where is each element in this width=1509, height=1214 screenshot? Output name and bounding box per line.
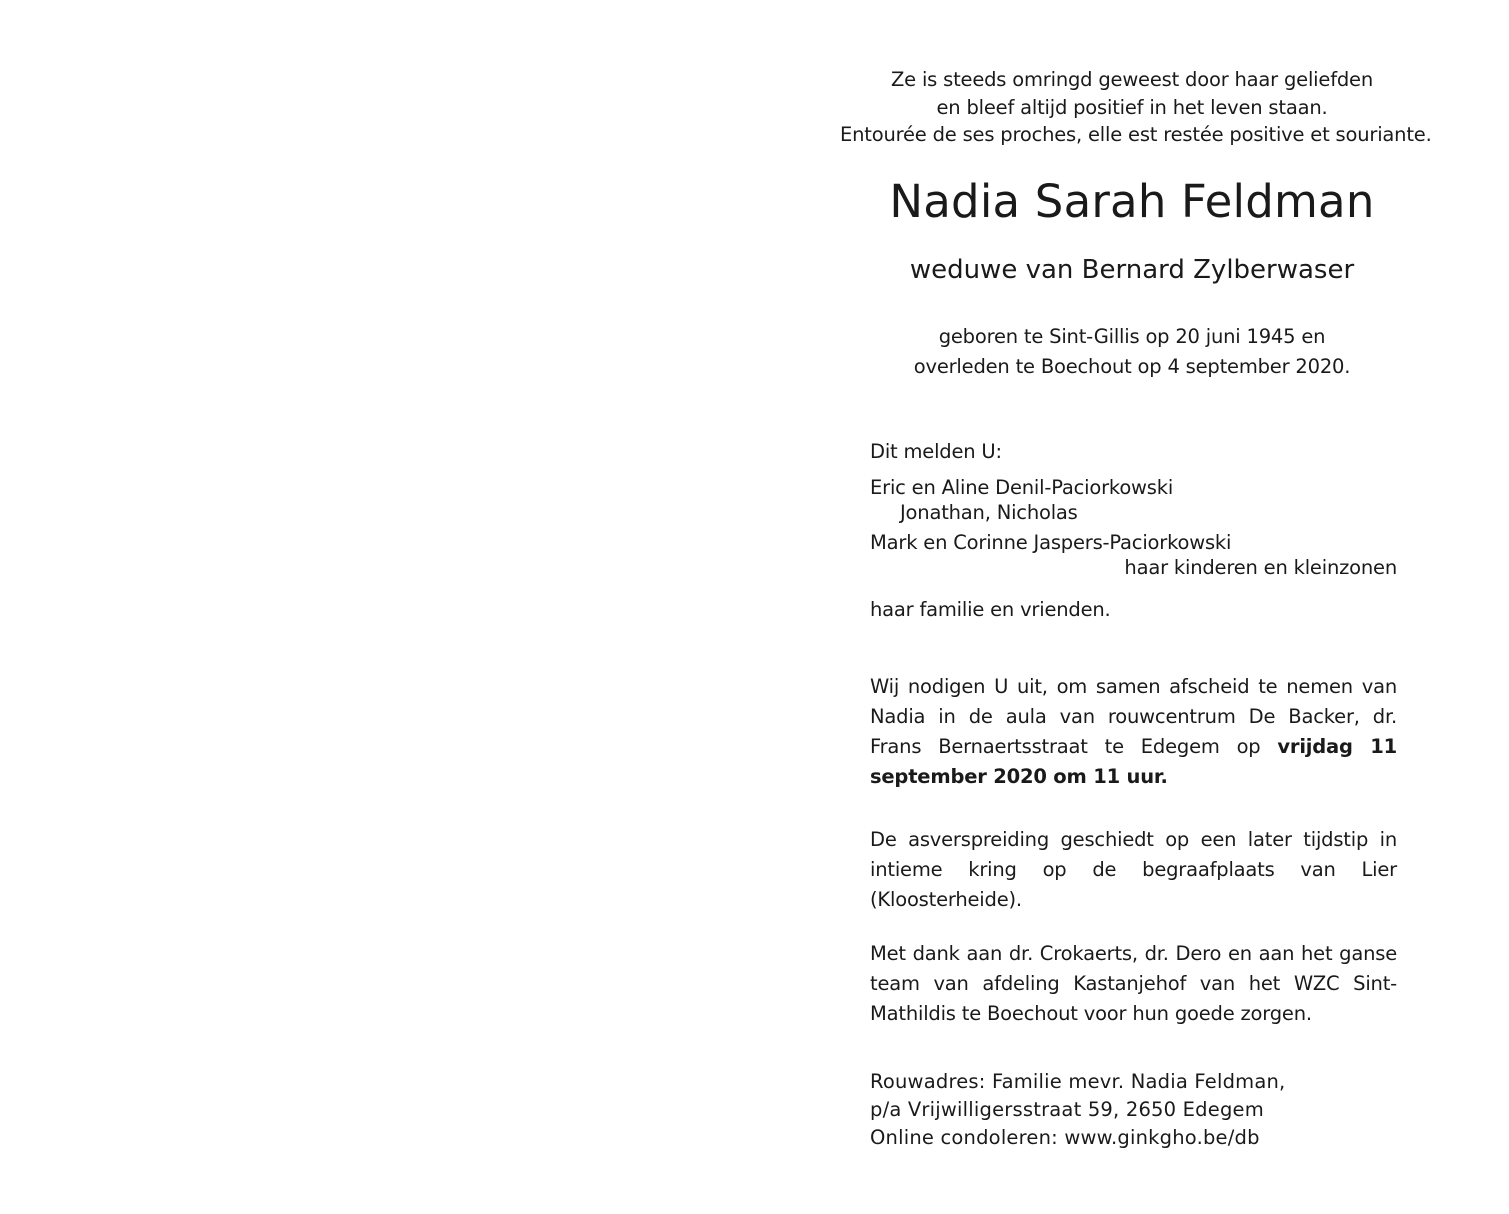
birth-death-dates	[840, 322, 1424, 382]
intro-line: Ze is steeds omringd geweest door haar geliefden	[891, 68, 1373, 91]
thanks-paragraph: Met dank aan dr. Crokaerts, dr. Dero en aan het ganse team van afdeling Kastanjehof van het WZC Sint-Mathildis te Boechout voor hun goede zorgen.	[870, 942, 1397, 1025]
intro-line: en bleef altijd positief in het leven staan.	[936, 95, 1328, 119]
condolence-link[interactable]: Online condoleren: www.ginkgho.be/db	[870, 1126, 1260, 1149]
birth-line: geboren te Sint-Gillis op 20 juni 1945 en	[938, 325, 1326, 348]
address-line: p/a Vrijwilligersstraat 59, 2650 Edegem	[870, 1098, 1264, 1121]
ashes-paragraph: De asverspreiding geschiedt op een later tijdstip in intieme kring op de begraafplaats van Lier (Kloosterheide).	[870, 828, 1397, 911]
address-line: Rouwadres: Familie mevr. Nadia Feldman,	[870, 1070, 1286, 1093]
family-line: Eric en Aline Denil-Paciorkowski	[870, 476, 1174, 499]
grandchildren-line: Jonathan, Nicholas	[900, 501, 1078, 524]
deceased-relation: weduwe van Bernard Zylberwaser	[909, 255, 1355, 285]
obituary-page	[755, 0, 1509, 1214]
deceased-name: Nadia Sarah Feldman	[889, 175, 1375, 228]
family-line: Mark en Corinne Jaspers-Paciorkowski	[870, 531, 1232, 554]
family-friends-line: haar familie en vrienden.	[870, 598, 1111, 621]
announcement-block	[870, 438, 1397, 624]
ceremony-text: Wij nodigen U uit, om samen afscheid te nemen van Nadia in de aula van rouwcentrum De Backer, dr. Frans Bernaertsstraat te Edegem op	[870, 675, 1397, 758]
ceremony-date: vrijdag 11 september 2020 om 11 uur.	[870, 735, 1397, 788]
death-line: overleden te Boechout op 4 september 2020.	[913, 355, 1351, 378]
intro-verse	[840, 66, 1432, 149]
mourning-address	[870, 1068, 1397, 1152]
announcement-heading: Dit melden U:	[870, 440, 1002, 463]
ceremony-invitation	[870, 672, 1397, 792]
intro-line: Entourée de ses proches, elle est restée positive et souriante.	[840, 123, 1432, 146]
relation-note: haar kinderen en kleinzonen	[1124, 556, 1397, 579]
